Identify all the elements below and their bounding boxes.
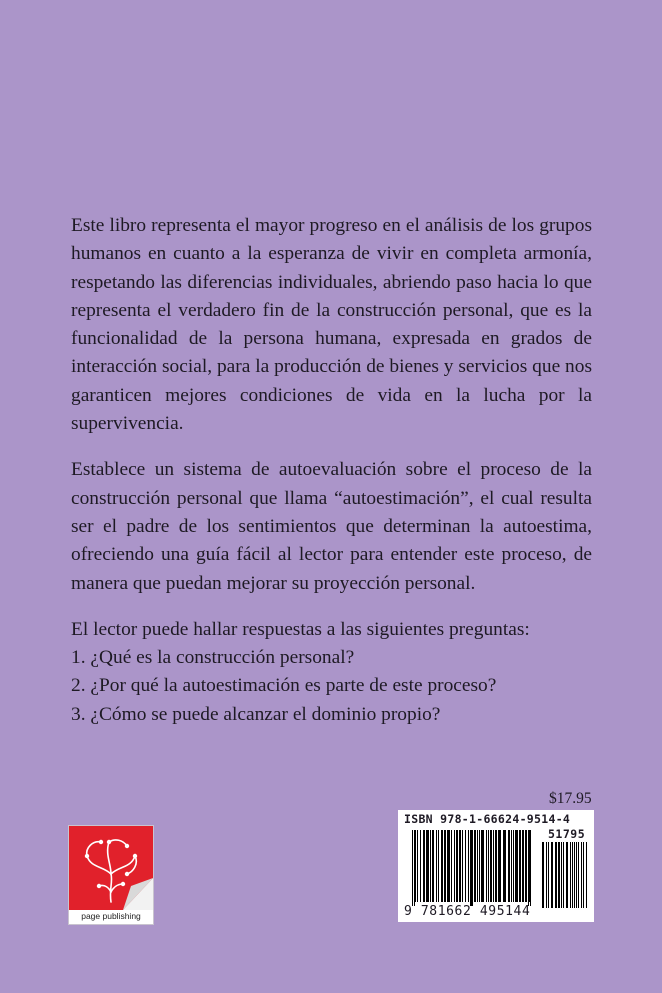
publisher-name: page publishing	[81, 911, 141, 921]
question-item: 2. ¿Por qué la autoestimación es parte de este proceso?	[71, 675, 497, 697]
blurb-paragraph-1: Este libro representa el mayor progreso en el análisis de los grupos humanos en cuanto a la esperanza de vivir en completa armonía, respetando las diferencias individuales, abriendo paso hacia lo que representa el verdadero fin de la construcción personal, que es la funcionalidad de la persona humana, expresada en grados de interacción social, para la producción de bienes y servicios que nos garanticen mejores condiciones de vida en la lucha por la supervivencia.	[71, 215, 592, 435]
ean-digits: 9 781662 495144	[404, 904, 531, 919]
price-addon-number: 51795	[548, 827, 586, 841]
price-label: $17.95	[549, 790, 592, 807]
questions-intro: El lector puede hallar respuestas a las siguientes preguntas:	[71, 618, 530, 640]
isbn-number: ISBN 978-1-66624-9514-4	[404, 812, 571, 826]
blurb-paragraph-2: Establece un sistema de autoevaluación sobre el proceso de la construcción personal que llama “autoestimación”, el cual resulta ser el padre de los sentimientos que determinan la autoestima, ofreciendo una guía fácil al lector para entender este proceso, de manera que puedan mejorar su proyección personal.	[71, 459, 592, 594]
question-item: 1. ¿Qué es la construcción personal?	[71, 647, 355, 669]
back-cover-blurb	[71, 212, 592, 729]
question-item: 3. ¿Cómo se puede alcanzar el dominio propio?	[71, 703, 441, 725]
publisher-logo	[69, 826, 153, 924]
isbn-barcode	[398, 810, 594, 922]
publisher-logo-icon	[69, 826, 153, 910]
